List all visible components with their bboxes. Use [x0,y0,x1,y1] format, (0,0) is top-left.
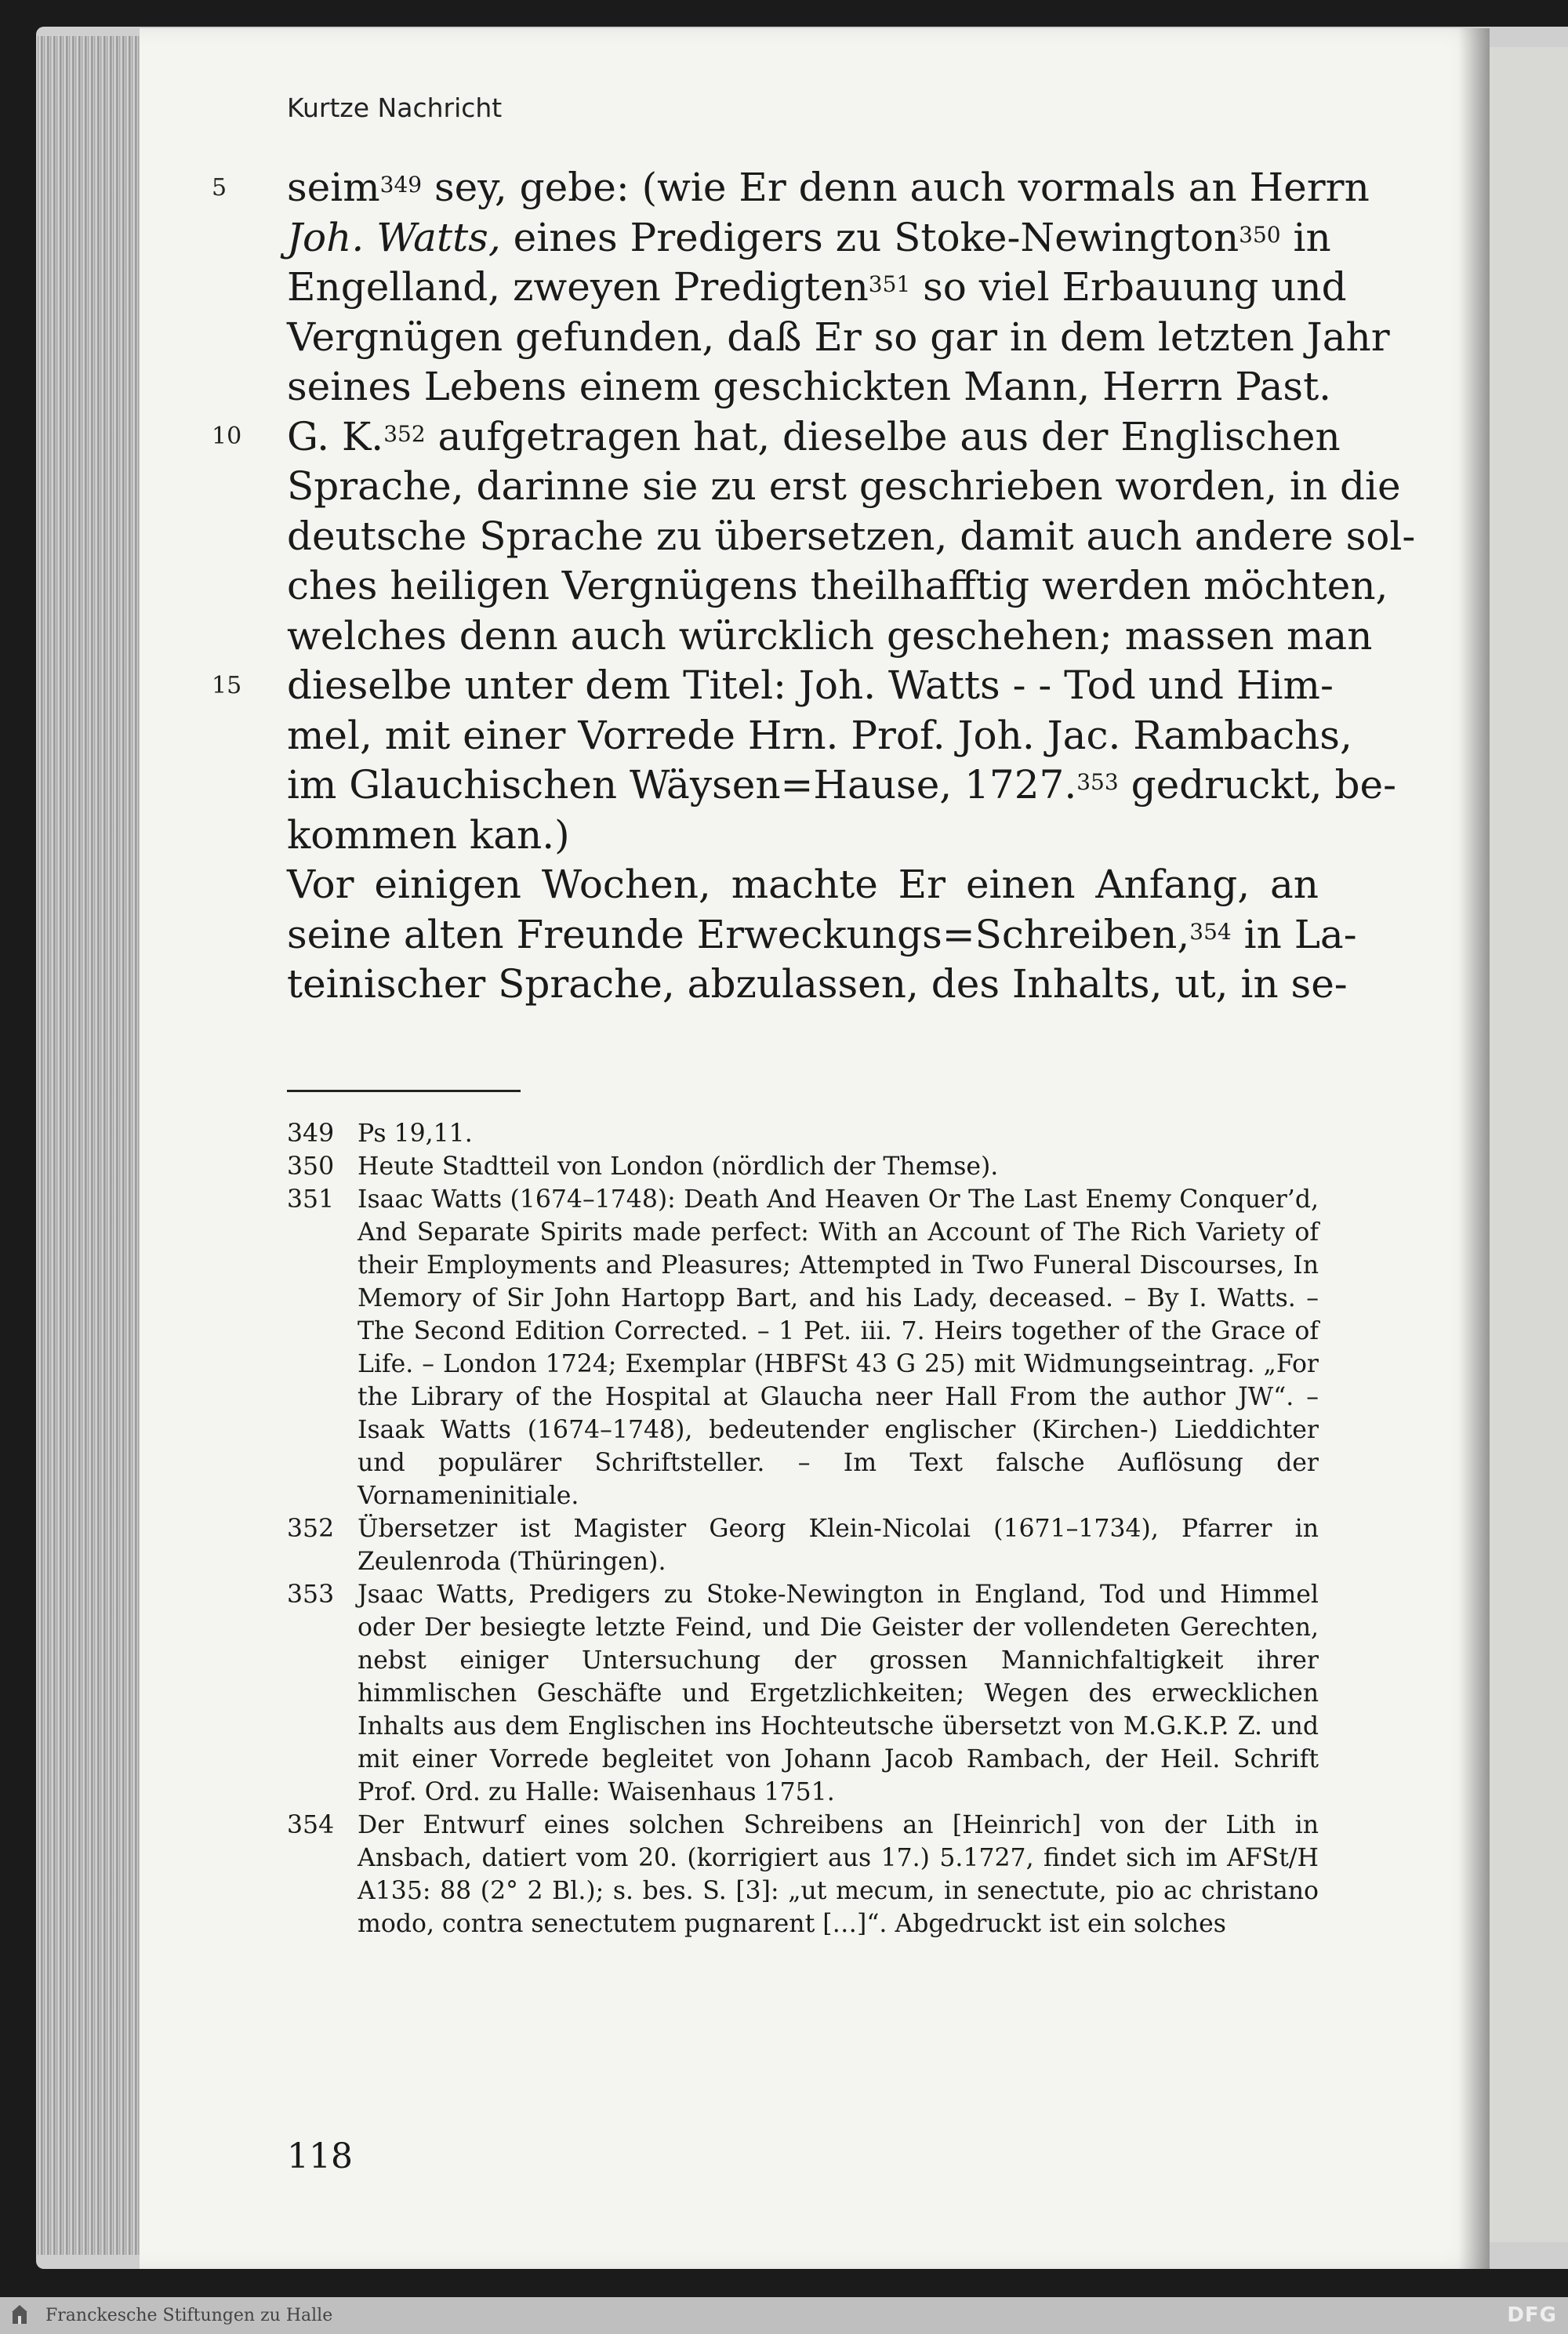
text-line [287,661,1334,711]
footnote-reference: 352 [383,420,426,447]
text-segment: in La- [1231,911,1357,957]
text-segment: welches denn auch würcklich geschehen; massen man [287,612,1373,659]
text-line [287,760,1396,811]
page-number: 118 [287,2136,353,2176]
line-number-10: 10 [212,423,242,450]
footer-bar [0,2297,1568,2334]
text-segment: dieselbe unter dem Titel: Joh. Watts - - Tod und Him- [287,662,1334,708]
footnote-reference: 354 [1189,918,1232,945]
text-segment: mel, mit einer Vorrede Hrn. Prof. Joh. Jac. Rambachs, [287,712,1352,758]
page-gutter-shadow [1458,28,1490,2269]
footnote-text: Isaac Watts (1674–1748): Death And Heaven Or The Last Enemy Conquer’d, And Separate Spirits made perfect: With an Account of The Rich Variety of their Employments and Pleasures; Attempted in Two Funeral Discourses, In Memory of Sir John Hartopp Bart, and his Lady, deceased. – By I. Watts. – The Second Edition Corrected. – 1 Pet. iii. 7. Heirs together of the Grace of Life. – London 1724; Exemplar (HBFSt 43 G 25) mit Widmungseintrag. „For the Library of the Hospital at Glaucha neer Hall From the author JW“. – Isaak Watts (1674–1748), bedeutender englischer (Kirchen-) Lieddichter und populärer Schriftsteller. – Im Text falsche Auflösung der Vornameninitiale. [358,1185,1319,1510]
text-segment: deutsche Sprache zu übersetzen, damit auch andere sol- [287,513,1416,559]
footnote [287,1578,1319,1809]
text-segment: seim [287,165,380,210]
text-segment: Sprache, darinne sie zu erst geschrieben worden, in die [287,463,1401,509]
text-segment: so viel Erbauung und [910,264,1347,310]
text-line [287,213,1331,263]
footnote-reference: 349 [379,172,423,198]
footnote-number: 352 [287,1515,335,1543]
text-line [287,512,1416,562]
footer-institution: Franckesche Stiftungen zu Halle [45,2306,333,2325]
text-segment: sey, gebe: (wie Er denn auch vormals an Herrn [422,165,1370,210]
text-line [287,263,1347,313]
text-segment: in [1280,214,1331,260]
footnote [287,1809,1319,1940]
text-segment: im Glauchischen Wäysen=Hause, 1727. [287,762,1077,808]
running-head: Kurtze Nachricht [287,93,503,123]
text-line [287,462,1401,512]
italic-name: Joh. Watts, [287,214,501,260]
footnote-number: 349 [287,1120,335,1148]
footnote [287,1512,1319,1578]
facing-page-edge [1490,47,1568,2242]
line-number-5: 5 [212,174,227,201]
text-segment: ches heiligen Vergnügens theilhafftig werden möchten, [287,563,1388,608]
text-segment: Vor einigen Wochen, machte Er einen Anfang, an [287,862,1319,907]
footnote-text: Der Entwurf eines solchen Schreibens an [Heinrich] von der Lith in Ansbach, datiert vom 20. (korrigiert aus 17.) 5.1727, findet sich im AFSt/H A135: 88 (2° 2 Bl.); s. bes. S. [3]: „ut mecum, in senectute, pio ac christano modo, contra senectutem pugnarent […]“. Abgedruckt ist ein solches [358,1811,1319,1938]
text-segment: Vergnügen gefunden, daß Er so gar in dem letzten Jahr [287,314,1390,360]
footnote-reference: 353 [1076,769,1119,795]
footnote-number: 351 [287,1185,335,1214]
footnote-number: 350 [287,1152,335,1181]
footnote-number: 353 [287,1581,335,1609]
footnote-text: Übersetzer ist Magister Georg Klein-Nicolai (1671–1734), Pfarrer in Zeulenroda (Thüringen). [358,1515,1319,1576]
text-segment: G. K. [287,413,384,459]
footnote [287,1183,1319,1512]
footnote [287,1117,1319,1150]
text-segment: Engelland, zweyen Predigten [287,264,869,310]
institution-logo-icon [11,2303,28,2325]
text-line [287,960,1348,1010]
text-line [287,561,1388,612]
text-segment: aufgetragen hat, dieselbe aus der Englischen [425,413,1341,459]
text-line [287,313,1390,363]
text-line [287,612,1373,662]
footnote-number: 354 [287,1811,335,1839]
line-number-15: 15 [212,672,242,699]
text-line [287,362,1332,412]
footnote-text: Jsaac Watts, Predigers zu Stoke-Newington in England, Tod und Himmel oder Der besiegte letzte Feind, und Die Geister der vollendeten Gerechten, nebst einiger Untersuchung der grossen Mannichfaltigkeit ihrer himmlischen Geschäfte und Ergetzlichkeiten; Wegen des erwecklichen Inhalts aus dem Englischen ins Hochteutsche übersetzt von M.G.K.P. Z. und mit einer Vorrede begleitet von Johann Jacob Rambach, der Heil. Schrift Prof. Ord. zu Halle: Waisenhaus 1751. [358,1581,1319,1806]
page-edges [38,36,140,2255]
footnote-reference: 350 [1239,221,1281,248]
text-line [287,711,1352,761]
text-segment: seine alten Freunde Erweckungs=Schreiben, [287,911,1190,957]
text-segment: teinischer Sprache, abzulassen, des Inhalts, ut, in se- [287,961,1348,1007]
text-segment: seines Lebens einem geschickten Mann, Herrn Past. [287,364,1332,409]
footnote-rule [287,1090,521,1092]
footnote-reference: 351 [868,271,911,297]
text-line [287,811,1319,861]
text-line [287,860,1319,910]
footnote-text: Heute Stadtteil von London (nördlich der Themse). [358,1152,999,1181]
text-segment: gedruckt, be- [1118,762,1396,808]
text-segment: kommen kan.) [287,811,570,858]
text-segment: eines Predigers zu Stoke-Newington [500,214,1240,260]
footnotes [287,1117,1319,1940]
footnote-text: Ps 19,11. [358,1120,473,1148]
text-line [287,163,1370,213]
footnote [287,1150,1319,1183]
footer-funder-logo: DFG [1507,2303,1557,2327]
text-line [287,412,1341,463]
main-text [287,163,1416,1010]
text-line [287,910,1357,960]
